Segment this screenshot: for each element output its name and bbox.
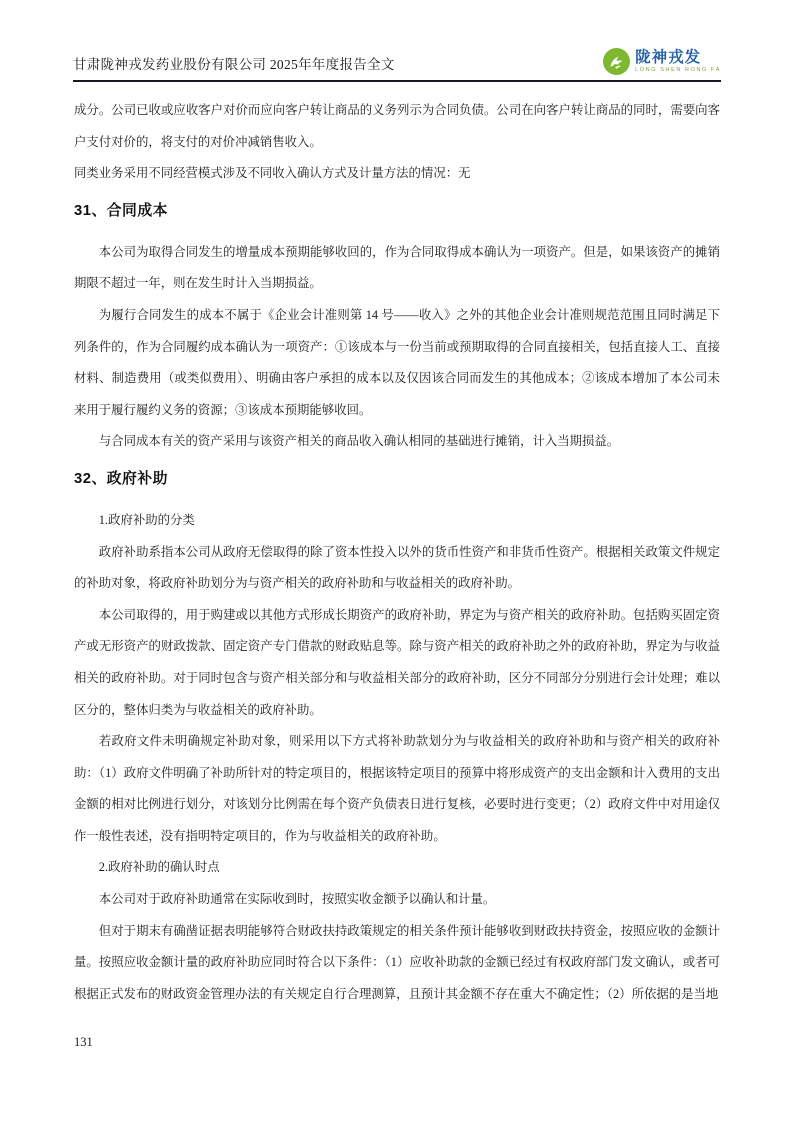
paragraph: 本公司取得的，用于购建或以其他方式形成长期资产的政府补助，界定为与资产相关的政府补助。包括购买固定资产或无形资产的财政拨款、固定资产专门借款的财政贴息等。除与资产相关的政府补助之外的政府补助，界定为与收益相关的政府补助。对于同时包含与资产相关部分和与收益相关部分的政府补助，区分不同部分分别进行会计处理；难以区分的，整体归类为与收益相关的政府补助。 bbox=[74, 607, 720, 717]
logo-name-cn: 陇神戎发 bbox=[635, 49, 702, 66]
paragraph-same-business-note: 同类业务采用不同经营模式涉及不同收入确认方式及计量方法的情况：无 bbox=[74, 166, 471, 181]
logo-icon bbox=[603, 48, 630, 75]
section-heading-31-contract-cost: 31、合同成本 bbox=[74, 202, 168, 219]
logo-name-en: LONG SHEN RONG FA bbox=[635, 66, 721, 73]
paragraph-carryover: 成分。公司已收或应收客户对价而应向客户转让商品的义务列示为合同负债。公司在向客户转让商品的同时，需要向客户支付对价的，将支付的对价冲减销售收入。 bbox=[74, 103, 720, 149]
paragraph: 若政府文件未明确规定补助对象，则采用以下方式将补助款划分为与收益相关的政府补助和与资产相关的政府补助：（1）政府文件明确了补助所针对的特定项目的，根据该特定项目的预算中将形成资产的支出金额和计入费用的支出金额的相对比例进行划分，对该划分比例需在每个资产负债表日进行复核，必要时进行变更；（2）政府文件中对用途仅作一般性表述，没有指明特定项目的，作为与收益相关的政府补助。 bbox=[74, 734, 720, 843]
document-body bbox=[74, 95, 720, 1010]
paragraph: 本公司对于政府补助通常在实际收到时，按照实收金额予以确认和计量。 bbox=[98, 892, 496, 907]
paragraph: 与合同成本有关的资产采用与该资产相关的商品收入确认相同的基础进行摊销，计入当期损益。 bbox=[98, 434, 620, 449]
page-header bbox=[73, 0, 721, 82]
paragraph: 政府补助系指本公司从政府无偿取得的除了资本性投入以外的货币性资产和非货币性资产。根据相关政策文件规定的补助对象，将政府补助划分为与资产相关的政府补助和与收益相关的政府补助。 bbox=[74, 544, 720, 591]
logo-text-block bbox=[635, 50, 721, 73]
report-title: 甘肃陇神戎发药业股份有限公司 2025年年度报告全文 bbox=[73, 57, 395, 72]
company-logo bbox=[603, 48, 721, 76]
subheading-grant-recognition-timing: 2.政府补助的确认时点 bbox=[98, 860, 220, 875]
paragraph: 本公司为取得合同发生的增量成本预期能够收回的，作为合同取得成本确认为一项资产。但是，如果该资产的摊销期限不超过一年，则在发生时计入当期损益。 bbox=[74, 244, 720, 291]
page-number: 131 bbox=[74, 1035, 93, 1049]
paragraph: 但对于期末有确凿证据表明能够符合财政扶持政策规定的相关条件预计能够收到财政扶持资金，按照应收的金额计量。按照应收金额计量的政府补助应同时符合以下条件：（1）应收补助款的金额已经过有权政府部门发文确认，或者可根据正式发布的财政资金管理办法的有关规定自行合理测算，且预计其金额不存在重大不确定性；（2）所依据的是当地 bbox=[74, 923, 720, 1001]
section-heading-32-government-grants: 32、政府补助 bbox=[74, 470, 168, 487]
paragraph: 为履行合同发生的成本不属于《企业会计准则第 14 号——收入》之外的其他企业会计准则规范范围且同时满足下列条件的，作为合同履约成本确认为一项资产：①该成本与一份当前或预期取得的合同直接相关，包括直接人工、直接材料、制造费用（或类似费用）、明确由客户承担的成本以及仅因该合同而发生的其他成本；②该成本增加了本公司未来用于履行履约义务的资源；③该成本预期能够收回。 bbox=[74, 307, 720, 417]
subheading-grant-classification: 1.政府补助的分类 bbox=[98, 512, 195, 527]
